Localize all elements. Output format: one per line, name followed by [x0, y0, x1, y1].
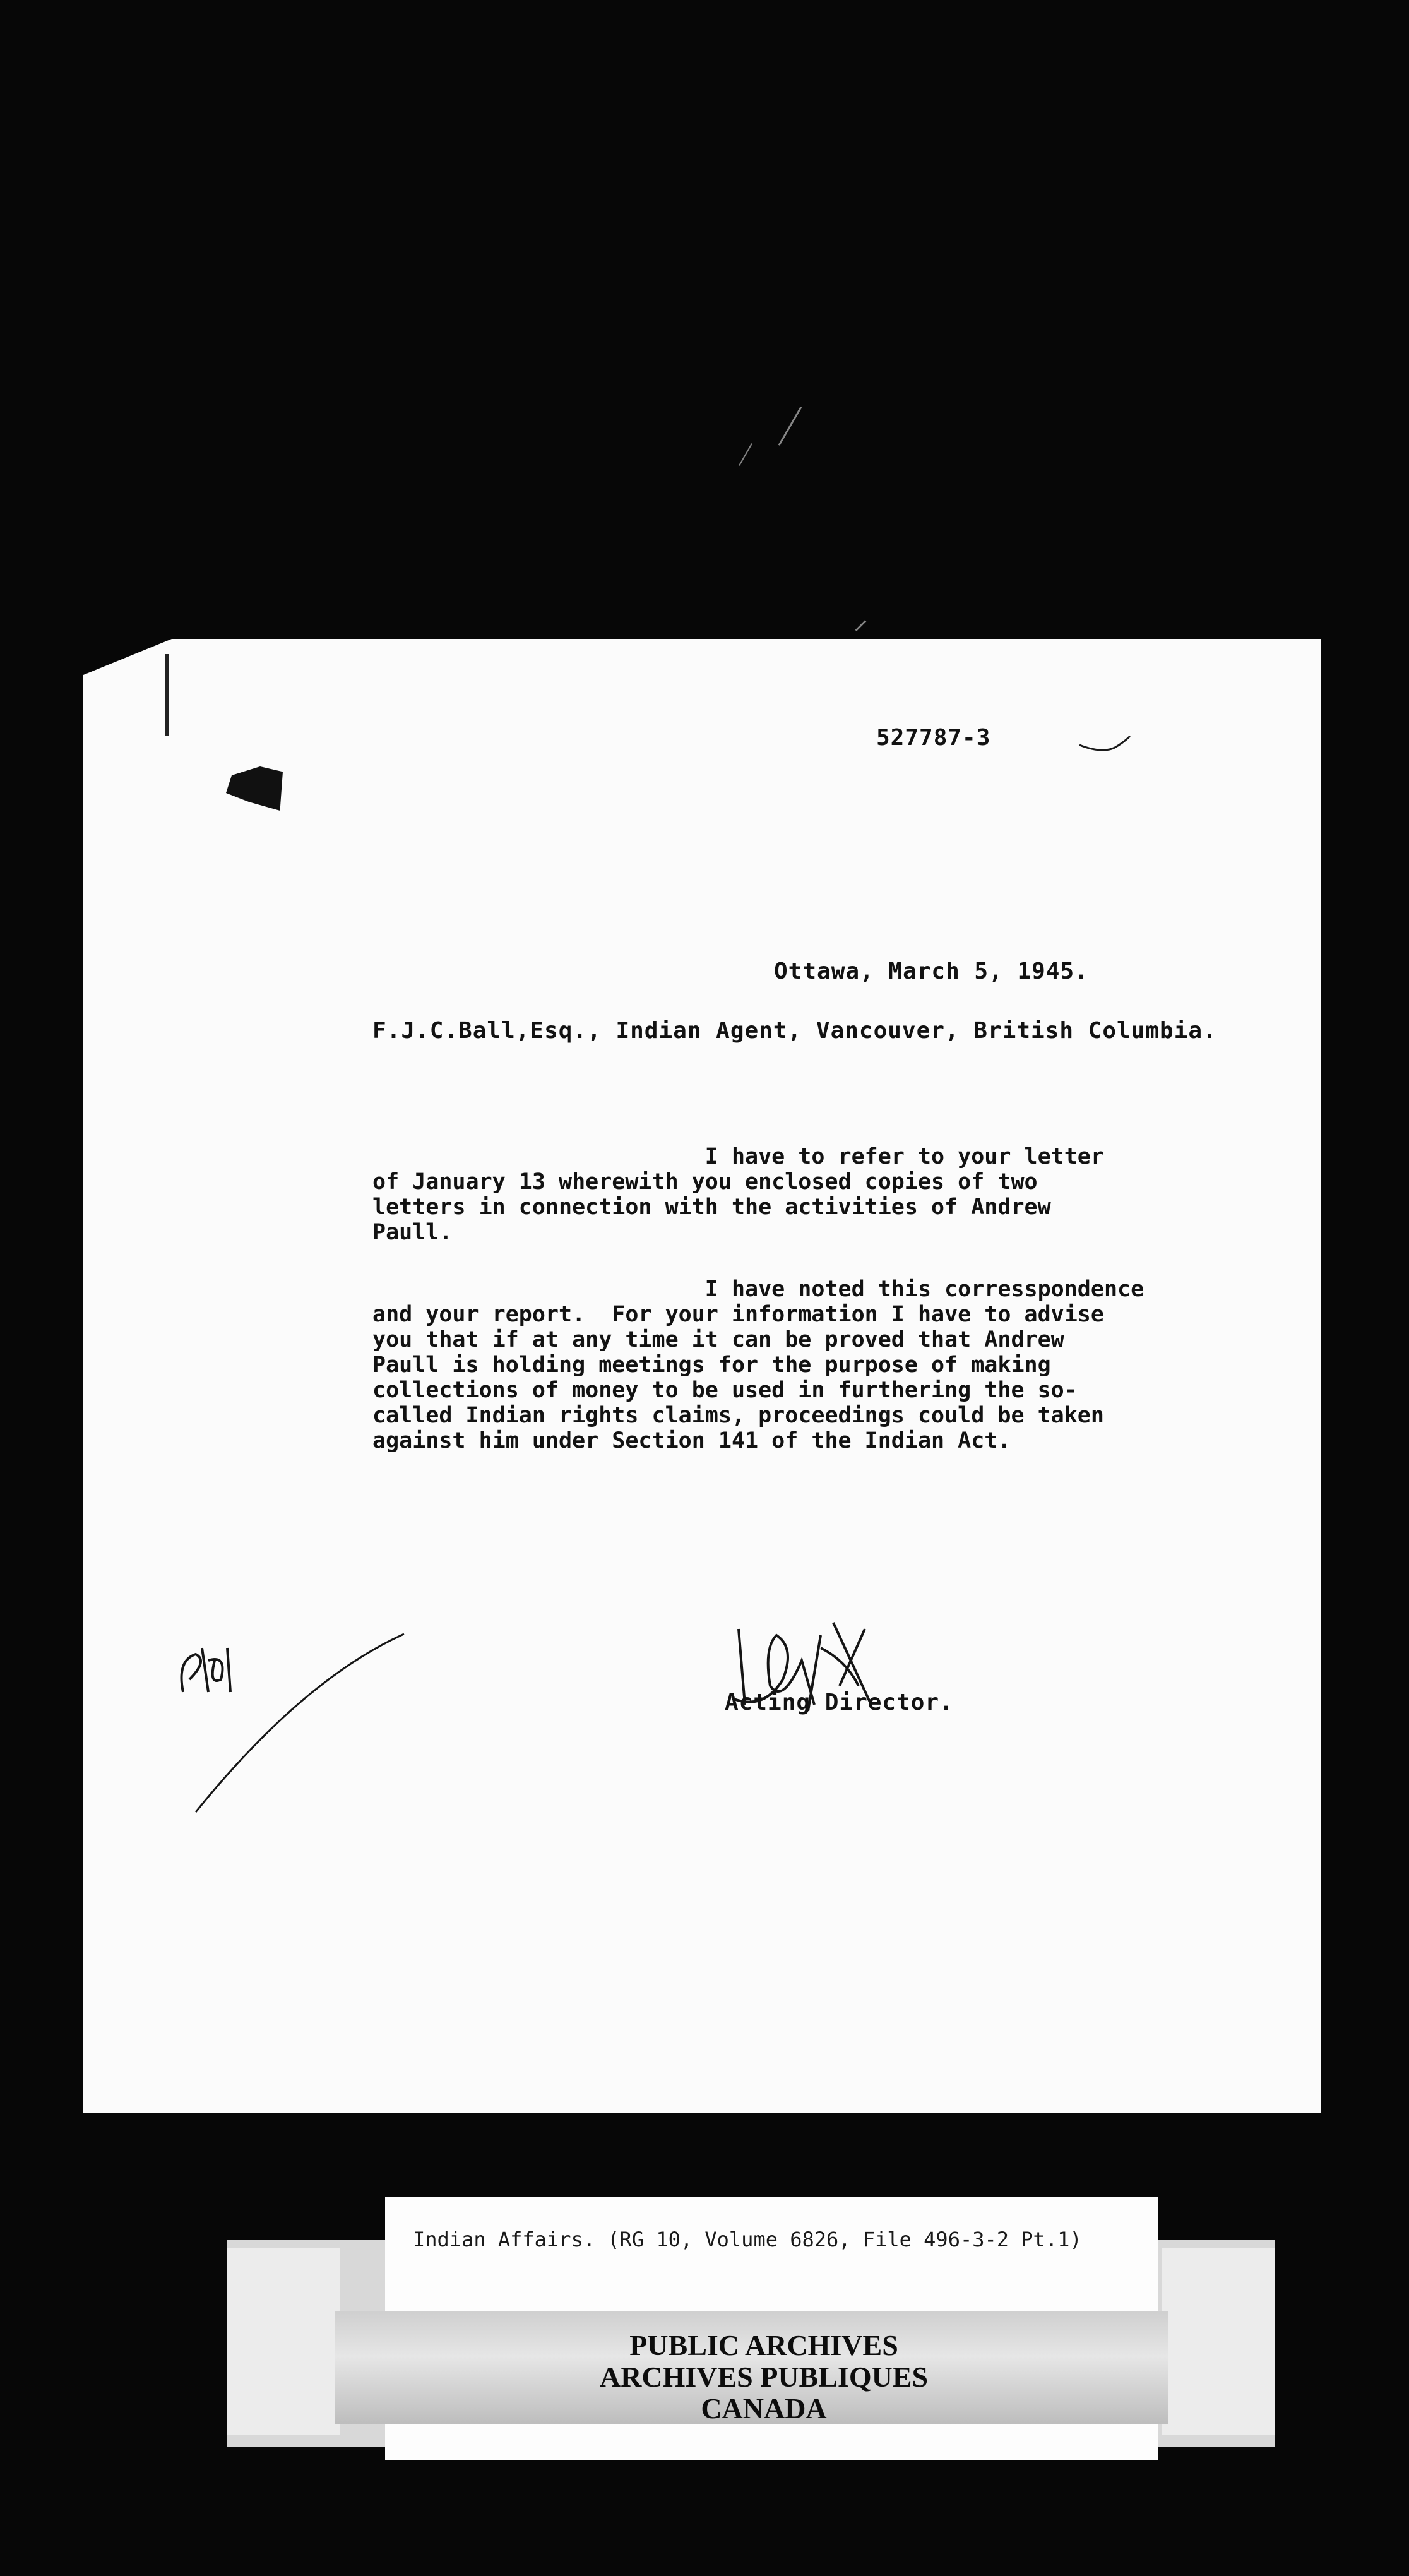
- archive-strip-right-tab: [1162, 2248, 1275, 2435]
- archive-reference: Indian Affairs. (RG 10, Volume 6826, File 496-3-2 Pt.1): [413, 2227, 1082, 2251]
- stamp-line-public-archives: PUBLIC ARCHIVES: [629, 2329, 898, 2361]
- check-tick-mark: [1077, 732, 1134, 758]
- pencil-slash-mark: [189, 1629, 417, 1818]
- file-number: 527787-3: [876, 725, 991, 751]
- date-line: Ottawa, March 5, 1945.: [774, 958, 1089, 984]
- stamp-line-canada: CANADA: [701, 2392, 827, 2424]
- addressee-line: F.J.C.Ball,Esq., Indian Agent, Vancouver, British Columbia.: [372, 1018, 1217, 1044]
- closing-signature-title: Acting Director.: [725, 1690, 954, 1715]
- letter-paragraph-1: I have to refer to your letter of January 13 wherewith you enclosed copies of two letters in connection with the activities of Andrew Paull.: [372, 1144, 1104, 1245]
- letter-paragraph-2: I have noted this corresspondence and your report. For your information I have to advise you that if at any time it can be proved that Andrew Paull is holding meetings for the purpose of making collections of money to be used in furthering the so- called Indian rights claims, proceedings could be taken against him under Section 141 of the Indian Act.: [372, 1277, 1144, 1453]
- archive-stamp: [543, 2330, 985, 2424]
- archive-strip-left-tab: [227, 2248, 340, 2435]
- margin-rule: [165, 654, 169, 736]
- stamp-line-archives-publiques: ARCHIVES PUBLIQUES: [599, 2361, 929, 2393]
